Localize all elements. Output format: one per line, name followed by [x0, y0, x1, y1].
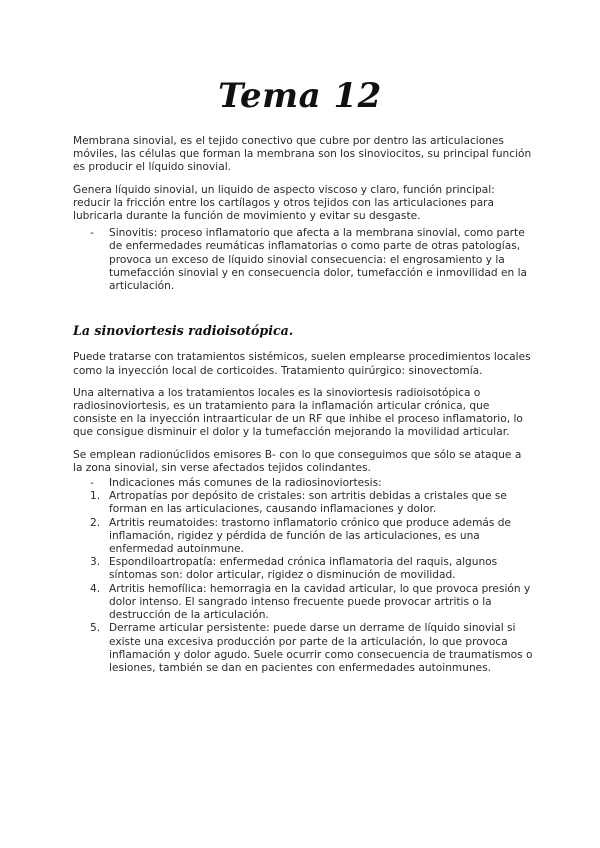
list-item-number: 2. — [90, 516, 101, 529]
page-title: Tema 12 — [218, 76, 382, 116]
list-item — [73, 490, 533, 516]
list-item-text: Artritis reumatoides: trastorno inflamatorio crónico que produce además de inflamación, rigidez y pérdida de función de las articulaciones, es una enfermedad autoinmune. — [109, 516, 512, 556]
sinovitis-bullet: - Sinovitis: proceso inflamatorio que afecta a la membrana sinovial, como parte de enfermedades reumáticas inflamatorias o como parte de otras patologías, provoca un exceso de líquido sinovial consecuencia: el engrosamiento y la tumefacción sinovial y en consecuencia dolor, tumefacción e inmovilidad en la articulación. — [73, 227, 533, 293]
list-item-number: 4. — [90, 582, 101, 595]
indications-heading: - Indicaciones más comunes de la radiosinoviortesis: — [73, 477, 533, 490]
intro-bullet-list — [73, 227, 533, 293]
list-item-number: 3. — [90, 556, 101, 569]
list-item — [73, 583, 533, 623]
section-paragraph-3: Se emplean radionúclidos emisores B- con lo que conseguimos que sólo se ataque a la zona sinovial, sin verse afectados tejidos colindantes. — [73, 448, 522, 474]
list-item-number: 5. — [90, 622, 101, 635]
document-body — [73, 135, 533, 675]
section-heading: La sinoviortesis radioisotópica. — [73, 323, 294, 339]
intro-paragraph-2: Genera líquido sinovial, un liquido de aspecto viscoso y claro, función principal: reducir la fricción entre los cartílagos y otros tejidos con las articulaciones para lubricarla durante la función de movimiento y evitar su desgaste. — [73, 183, 495, 223]
section-paragraph-2: Una alternativa a los tratamientos locales es la sinoviortesis radioisotópica o radiosinoviortesis, es un tratamiento para la inflamación articular crónica, que consiste en la inyección intraarticular de un RF que inhibe el proceso inflamatorio, lo que consigue disminuir el dolor y la tumefacción mejorando la movilidad articular. — [73, 386, 523, 439]
intro-paragraph-1: Membrana sinovial, es el tejido conectivo que cubre por dentro las articulaciones móviles, las células que forman la membrana son los sinoviocitos, su principal función es producir el líquido sinovial. — [73, 135, 532, 174]
section-paragraph-1: Puede tratarse con tratamientos sistémicos, suelen emplearse procedimientos locales como la inyección local de corticoides. Tratamiento quirúrgico: sinovectomía. — [73, 351, 531, 377]
list-item-text: Espondiloartropatía: enfermedad crónica inflamatoria del raquis, algunos síntomas son: dolor articular, rigidez o disminución de movilidad. — [109, 556, 498, 582]
list-item — [73, 517, 533, 557]
list-item-text: Artropatías por depósito de cristales: son artritis debidas a cristales que se forman en las articulaciones, causando inflamaciones y dolor. — [109, 490, 507, 516]
list-item-number: 1. — [90, 490, 101, 503]
indications-list — [73, 490, 533, 675]
list-item-text: Artritis hemofílica: hemorragia en la cavidad articular, lo que provoca presión y dolor intenso. El sangrado intenso frecuente puede provocar artritis o la destrucción de la articulación. — [109, 582, 531, 622]
list-item — [73, 622, 533, 675]
list-item — [73, 556, 533, 582]
indications-heading-list — [73, 477, 533, 490]
list-item-text: Derrame articular persistente: puede darse un derrame de líquido sinovial si existe una excesiva producción por parte de la articulación, lo que provoca inflamación y dolor agudo. Suele ocurrir como consecuencia de traumatismos o lesiones, también se dan en pacientes con enfermedades autoinmunes. — [109, 622, 533, 674]
